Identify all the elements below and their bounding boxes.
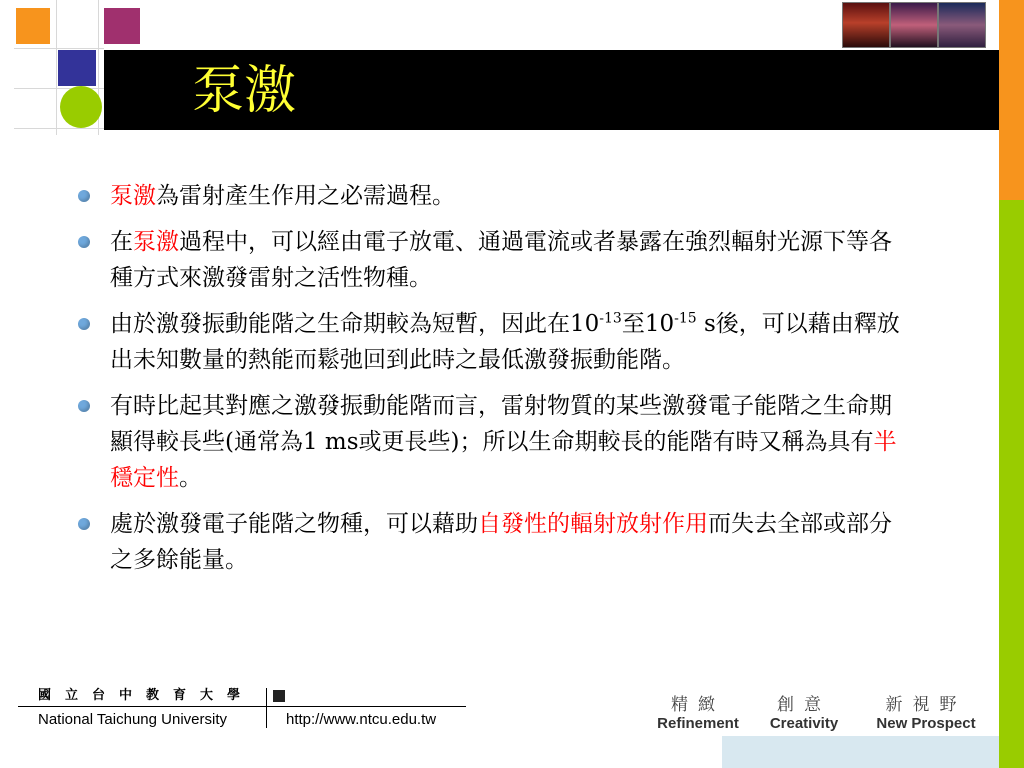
bullet-item bbox=[72, 506, 912, 578]
footer-square-icon bbox=[273, 690, 285, 702]
right-stripe-orange bbox=[999, 0, 1024, 200]
motto-cn: 創意 bbox=[777, 695, 831, 715]
bullet-item bbox=[72, 178, 912, 214]
bullet-item bbox=[72, 388, 912, 496]
footer-accent-bar bbox=[722, 736, 999, 768]
motto-creativity bbox=[758, 690, 850, 732]
bullet-icon bbox=[78, 190, 90, 202]
motto-cn: 新視野 bbox=[885, 695, 967, 715]
footer-divider bbox=[266, 688, 267, 728]
text-segment: 過程中，可以經由電子放電、通過電流或者暴露在強烈輻射光源下等各種方式來激發雷射之活性物種。 bbox=[110, 229, 892, 291]
motto-en: Refinement bbox=[657, 715, 739, 732]
footer-rule bbox=[18, 706, 466, 707]
text-segment: 至10 bbox=[621, 311, 675, 337]
motto-refinement bbox=[648, 690, 748, 732]
motto-en: Creativity bbox=[769, 715, 839, 732]
green-circle-decoration bbox=[60, 86, 102, 128]
university-name-en: National Taichung University bbox=[38, 711, 227, 728]
text-segment: 而失去全部或部分之多餘能量。 bbox=[110, 511, 892, 573]
text-segment: 由於激發振動能階之生命期較為短暫，因此在10 bbox=[110, 311, 600, 337]
bullet-icon bbox=[78, 400, 90, 412]
bullet-list bbox=[72, 178, 912, 588]
motto-en: New Prospect bbox=[876, 715, 976, 732]
emphasized-text: 泵激 bbox=[110, 183, 156, 209]
university-url[interactable]: http://www.ntcu.edu.tw bbox=[286, 711, 437, 728]
photo-thumbnail bbox=[842, 2, 890, 48]
right-stripe-green bbox=[999, 200, 1024, 768]
bullet-text bbox=[110, 229, 892, 291]
photo-thumbnail bbox=[890, 2, 938, 48]
text-segment: s後，可以藉由釋放出未知數量的熱能而鬆弛回到此時之最低激發振動能階。 bbox=[110, 311, 900, 373]
purple-square bbox=[58, 50, 96, 86]
bullet-item bbox=[72, 224, 912, 296]
bullet-text bbox=[110, 183, 455, 209]
motto-cn: 精緻 bbox=[671, 695, 725, 715]
bullet-text bbox=[110, 393, 897, 491]
bullet-icon bbox=[78, 318, 90, 330]
bullet-text bbox=[110, 511, 892, 573]
text-segment: 為雷射產生作用之必需過程。 bbox=[156, 183, 455, 209]
text-segment: 在 bbox=[110, 229, 133, 255]
photo-thumbnail bbox=[938, 2, 986, 48]
emphasized-text: 半穩定性 bbox=[110, 429, 897, 491]
text-segment: -13 bbox=[599, 310, 622, 327]
slide-title: 泵激 bbox=[192, 61, 297, 121]
magenta-square bbox=[104, 8, 140, 44]
emphasized-text: 自發性的輻射放射作用 bbox=[478, 511, 708, 537]
university-name-cn: 國立台中教育大學 bbox=[38, 688, 255, 703]
bullet-item bbox=[72, 306, 912, 378]
motto-new-prospect bbox=[864, 690, 988, 732]
bullet-icon bbox=[78, 518, 90, 530]
text-segment: 。 bbox=[179, 465, 202, 491]
bullet-text bbox=[110, 311, 900, 373]
text-segment: -15 bbox=[674, 310, 697, 327]
text-segment: 處於激發電子能階之物種，可以藉助 bbox=[110, 511, 478, 537]
text-segment: 有時比起其對應之激發振動能階而言，雷射物質的某些激發電子能階之生命期顯得較長些(通常為1 ms或更長些)；所以生命期較長的能階有時又稱為具有 bbox=[110, 393, 892, 455]
bullet-icon bbox=[78, 236, 90, 248]
orange-square bbox=[16, 8, 50, 44]
emphasized-text: 泵激 bbox=[133, 229, 179, 255]
